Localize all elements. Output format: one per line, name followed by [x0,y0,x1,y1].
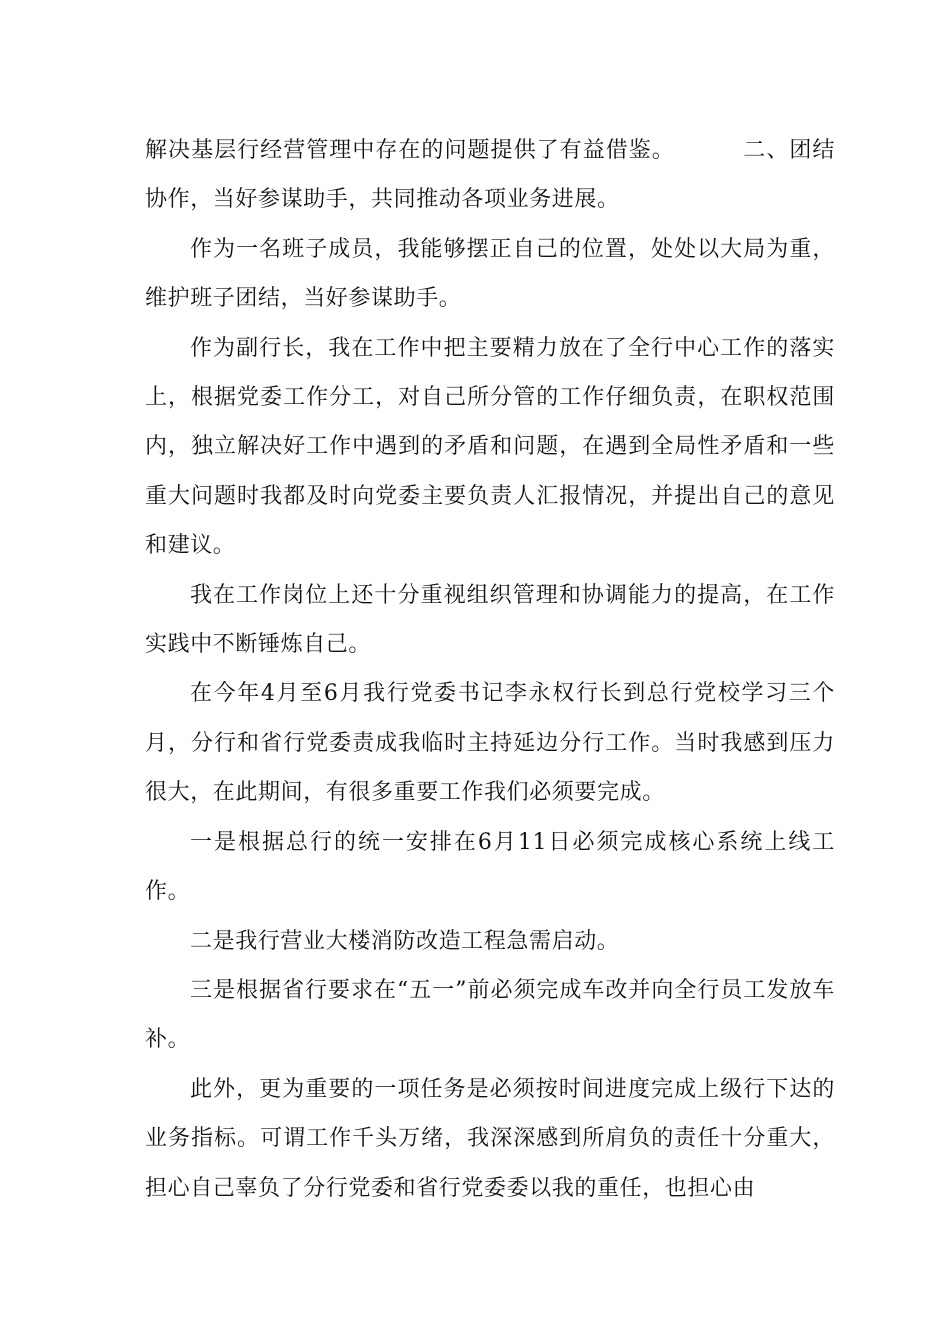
paragraph-1-text-a: 解决基层行经营管理中存在的问题提供了有益借鉴。 [145,138,675,163]
paragraph-2: 作为一名班子成员，我能够摆正自己的位置，处处以大局为重，维护班子团结，当好参谋助手。 [145,236,835,312]
paragraph-9: 此外，更为重要的一项任务是必须按时间进度完成上级行下达的业务指标。可谓工作千头万绪，我深深感到所肩负的责任十分重大，担心自己辜负了分行党委和省行党委委以我的重任，也担心由 [145,1076,835,1201]
paragraph-4: 我在工作岗位上还十分重视组织管理和协调能力的提高，在工作实践中不断锤炼自己。 [145,582,835,658]
paragraph-3: 作为副行长，我在工作中把主要精力放在了全行中心工作的落实上，根据党委工作分工，对自己所分管的工作仔细负责，在职权范围内，独立解决好工作中遇到的矛盾和问题，在遇到全局性矛盾和一些重大问题时我都及时向党委主要负责人汇报情况，并提出自己的意见和建议。 [145,335,835,559]
paragraph-8: 三是根据省行要求在“五一”前必须完成车改并向全行员工发放车补。 [145,977,835,1053]
paragraph-6: 一是根据总行的统一安排在6月11日必须完成核心系统上线工作。 [145,829,835,905]
paragraph-1 [145,126,835,225]
section-heading-2: 二、团结协作，当好参谋助手，共同推动各项业务进展。 [145,138,835,213]
document-page [145,126,835,1213]
paragraph-7: 二是我行营业大楼消防改造工程急需启动。 [190,928,620,954]
paragraph-5: 在今年4月至6月我行党委书记李永权行长到总行党校学习三个月，分行和省行党委责成我临时主持延边分行工作。当时我感到压力很大，在此期间，有很多重要工作我们必须要完成。 [145,681,835,806]
